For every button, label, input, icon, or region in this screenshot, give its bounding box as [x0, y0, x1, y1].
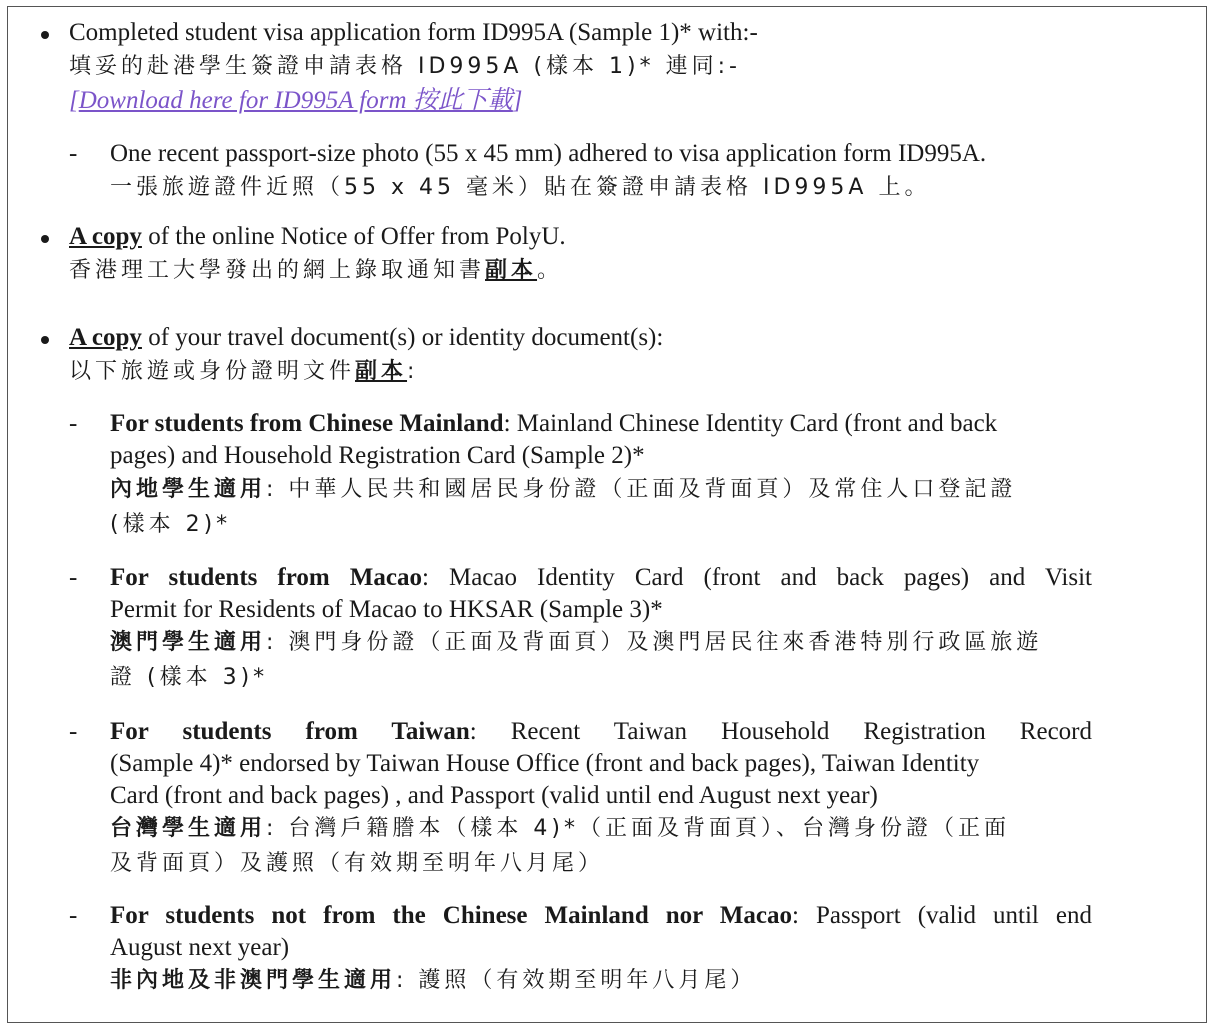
- macao-line1: [110, 562, 1092, 594]
- item1-line1: Completed student visa application form ID995A (Sample 1)* with:-: [69, 19, 758, 46]
- mainland-lead: For students from Chinese Mainland: [110, 410, 504, 437]
- mainland-line4: (樣本 2)*: [110, 512, 232, 537]
- item1-line2: 填妥的赴港學生簽證申請表格 ID995A (樣本 1)* 連同:-: [69, 54, 741, 79]
- item3-cjk: 以下旅遊或身份證明文件: [69, 359, 356, 384]
- item1-link-row: [69, 85, 523, 117]
- mainland-line3: [110, 474, 1016, 506]
- macao-line2: Permit for Residents of Macao to HKSAR (Sample 3)*: [110, 596, 663, 623]
- item2-line1: [69, 221, 566, 253]
- macao-lead: For students from Macao: [110, 564, 422, 591]
- item3-cjk-bold: 副本: [355, 359, 408, 384]
- taiwan-line1: [110, 716, 1092, 748]
- other-cjk-lead: 非內地及非澳門學生適用: [110, 968, 397, 993]
- item2-cjk-bold: 副本: [485, 258, 538, 283]
- taiwan-line5: 及背面頁）及護照（有效期至明年八月尾）: [110, 851, 605, 876]
- item1-sub-line2: 一張旅遊證件近照（55 x 45 毫米）貼在簽證申請表格 ID995A 上。: [110, 175, 931, 200]
- item2-text: of the online Notice of Offer from PolyU.: [141, 223, 566, 250]
- item2-cjk-end: 。: [537, 258, 564, 283]
- mainland-cjk-text: : 中華人民共和國居民身份證（正面及背面頁）及常住人口登記證: [266, 477, 1017, 502]
- item3-bold: A copy: [69, 324, 142, 351]
- download-id995a-link[interactable]: Download here for ID995A form 按此下載: [78, 87, 513, 114]
- taiwan-line4: [110, 813, 1010, 845]
- mainland-line1: [110, 408, 997, 440]
- bullet-1: [41, 31, 49, 39]
- macao-line4: 證 (樣本 3)*: [110, 665, 269, 690]
- mainland-text: : Mainland Chinese Identity Card (front and back: [503, 410, 998, 437]
- other-cjk-text: : 護照（有效期至明年八月尾）: [396, 968, 757, 993]
- item3-line2: [69, 356, 418, 388]
- other-line3: [110, 965, 756, 997]
- dash: -: [69, 140, 78, 167]
- dash: -: [69, 564, 78, 591]
- item3-line1: [69, 322, 663, 354]
- link-bracket-close: ]: [512, 87, 523, 114]
- taiwan-line3: Card (front and back pages) , and Passport (valid until end August next year): [110, 782, 878, 809]
- other-text: : Passport (valid until end: [792, 902, 1092, 929]
- other-line2: August next year): [110, 934, 290, 961]
- item3-cjk-end: :: [407, 359, 419, 384]
- taiwan-cjk-lead: 台灣學生適用: [110, 816, 267, 841]
- macao-cjk-lead: 澳門學生適用: [110, 630, 267, 655]
- item3-text: of your travel document(s) or identity document(s):: [141, 324, 664, 351]
- macao-text: : Macao Identity Card (front and back pages) and Visit: [421, 564, 1092, 591]
- macao-cjk-text: : 澳門身份證（正面及背面頁）及澳門居民往來香港特別行政區旅遊: [266, 630, 1043, 655]
- item2-cjk: 香港理工大學發出的網上錄取通知書: [69, 258, 486, 283]
- item1-sub-line1: One recent passport-size photo (55 x 45 mm) adhered to visa application form ID995A.: [110, 140, 987, 167]
- other-lead: For students not from the Chinese Mainland nor Macao: [110, 902, 792, 929]
- bullet-3: [41, 336, 49, 344]
- item2-line2: [69, 255, 563, 287]
- bullet-2: [41, 235, 49, 243]
- item2-bold: A copy: [69, 223, 142, 250]
- taiwan-text: : Recent Taiwan Household Registration Record: [469, 718, 1092, 745]
- macao-line3: [110, 627, 1042, 659]
- link-bracket-open: [: [69, 87, 79, 114]
- mainland-cjk-lead: 內地學生適用: [110, 477, 267, 502]
- dash: -: [69, 902, 78, 929]
- taiwan-cjk-text: : 台灣戶籍謄本（樣本 4)*（正面及背面頁）、台灣身份證（正面: [266, 816, 1010, 841]
- dash: -: [69, 410, 78, 437]
- taiwan-lead: For students from Taiwan: [110, 718, 470, 745]
- dash: -: [69, 718, 78, 745]
- other-line1: [110, 900, 1092, 932]
- taiwan-line2: (Sample 4)* endorsed by Taiwan House Office (front and back pages), Taiwan Identity: [110, 750, 980, 777]
- mainland-line2: pages) and Household Registration Card (Sample 2)*: [110, 442, 645, 469]
